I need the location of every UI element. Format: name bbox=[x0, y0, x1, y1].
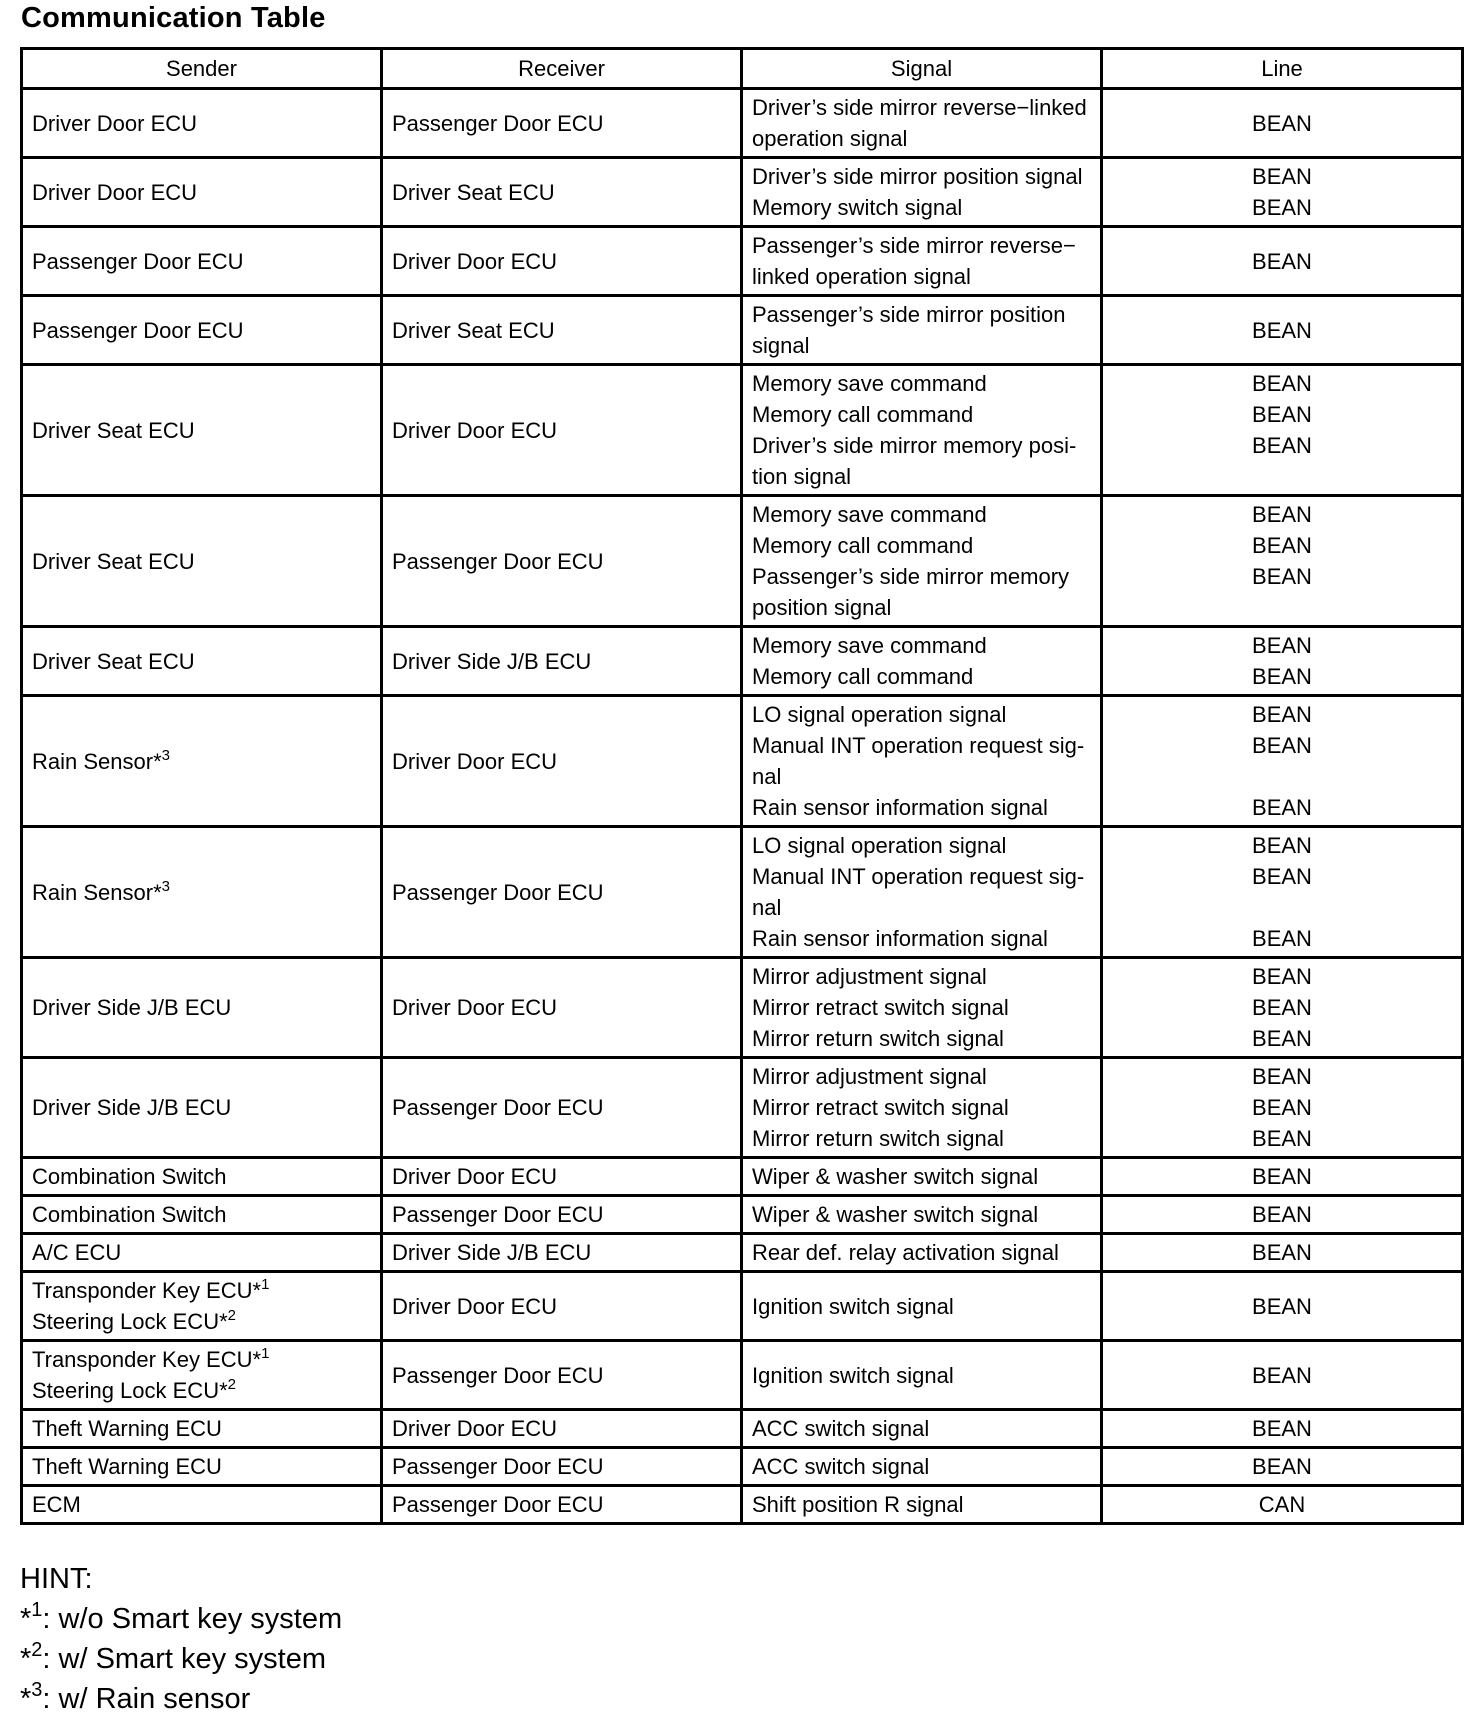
receiver-cell: Driver Door ECU bbox=[382, 1272, 742, 1341]
header-signal: Signal bbox=[742, 49, 1102, 89]
receiver-cell: Passenger Door ECU bbox=[382, 1341, 742, 1410]
signal-cell: ACC switch signal bbox=[742, 1448, 1102, 1486]
page-title: Communication Table bbox=[21, 2, 326, 34]
receiver-cell: Driver Door ECU bbox=[382, 1410, 742, 1448]
table-row bbox=[22, 1448, 1463, 1486]
line-cell: BEAN bbox=[1102, 227, 1463, 296]
footnote-3: *$^3$: w/ Rain sensor bbox=[20, 1679, 251, 1715]
table-row bbox=[22, 958, 1463, 1058]
sender-cell: Combination Switch bbox=[22, 1158, 382, 1196]
table-row bbox=[22, 496, 1463, 627]
table-row bbox=[22, 89, 1463, 158]
signal-cell: Mirror adjustment signal Mirror retract switch signal Mirror return switch signal bbox=[742, 1058, 1102, 1158]
signal-cell: Rear def. relay activation signal bbox=[742, 1234, 1102, 1272]
sender-cell: Driver Side J/B ECU bbox=[22, 1058, 382, 1158]
signal-cell: Shift position R signal bbox=[742, 1486, 1102, 1524]
hint-section bbox=[20, 1559, 342, 1719]
line-cell: BEAN BEAN BEAN bbox=[1102, 827, 1463, 958]
line-cell: BEAN bbox=[1102, 1196, 1463, 1234]
sender-cell: Combination Switch bbox=[22, 1196, 382, 1234]
receiver-cell: Driver Door ECU bbox=[382, 958, 742, 1058]
receiver-cell: Driver Door ECU bbox=[382, 1158, 742, 1196]
sender-cell: Driver Door ECU bbox=[22, 158, 382, 227]
signal-cell: Mirror adjustment signal Mirror retract switch signal Mirror return switch signal bbox=[742, 958, 1102, 1058]
receiver-cell: Driver Side J/B ECU bbox=[382, 1234, 742, 1272]
hint-label: HINT: bbox=[20, 1563, 93, 1595]
table-row bbox=[22, 696, 1463, 827]
sender-cell: A/C ECU bbox=[22, 1234, 382, 1272]
table-row bbox=[22, 1196, 1463, 1234]
line-cell: BEAN bbox=[1102, 1158, 1463, 1196]
line-cell: BEAN BEAN bbox=[1102, 158, 1463, 227]
line-cell: BEAN bbox=[1102, 296, 1463, 365]
table-body bbox=[22, 89, 1463, 1524]
signal-cell: Driver’s side mirror reverse−linked operation signal bbox=[742, 89, 1102, 158]
signal-cell: LO signal operation signal Manual INT operation request sig- nal Rain sensor information signal bbox=[742, 696, 1102, 827]
signal-cell: Passenger’s side mirror reverse− linked operation signal bbox=[742, 227, 1102, 296]
table-row bbox=[22, 1234, 1463, 1272]
sender-cell: Transponder Key ECU*$^1$ Steering Lock ECU*$^2$ bbox=[22, 1341, 382, 1410]
sender-cell: Passenger Door ECU bbox=[22, 227, 382, 296]
line-cell: BEAN BEAN BEAN bbox=[1102, 1058, 1463, 1158]
line-cell: BEAN BEAN BEAN bbox=[1102, 496, 1463, 627]
table-row bbox=[22, 1341, 1463, 1410]
table-row bbox=[22, 296, 1463, 365]
footnote-2: *$^2$: w/ Smart key system bbox=[20, 1639, 327, 1675]
table-row bbox=[22, 1058, 1463, 1158]
table-row bbox=[22, 158, 1463, 227]
line-cell: BEAN BEAN bbox=[1102, 627, 1463, 696]
signal-cell: Wiper & washer switch signal bbox=[742, 1196, 1102, 1234]
table-row bbox=[22, 1272, 1463, 1341]
line-cell: BEAN bbox=[1102, 1272, 1463, 1341]
sender-cell: Theft Warning ECU bbox=[22, 1410, 382, 1448]
receiver-cell: Passenger Door ECU bbox=[382, 1448, 742, 1486]
sender-cell: Driver Seat ECU bbox=[22, 496, 382, 627]
sender-cell: Transponder Key ECU*$^1$ Steering Lock ECU*$^2$ bbox=[22, 1272, 382, 1341]
sender-cell: Rain Sensor*$^3$ bbox=[22, 696, 382, 827]
line-cell: BEAN BEAN BEAN bbox=[1102, 365, 1463, 496]
signal-cell: Wiper & washer switch signal bbox=[742, 1158, 1102, 1196]
sender-cell: Driver Seat ECU bbox=[22, 365, 382, 496]
signal-cell: Ignition switch signal bbox=[742, 1341, 1102, 1410]
line-cell: BEAN bbox=[1102, 1410, 1463, 1448]
sender-cell: Driver Side J/B ECU bbox=[22, 958, 382, 1058]
table-row bbox=[22, 827, 1463, 958]
line-cell: CAN bbox=[1102, 1486, 1463, 1524]
sender-cell: ECM bbox=[22, 1486, 382, 1524]
receiver-cell: Passenger Door ECU bbox=[382, 496, 742, 627]
header-line: Line bbox=[1102, 49, 1463, 89]
receiver-cell: Passenger Door ECU bbox=[382, 1196, 742, 1234]
header-receiver: Receiver bbox=[382, 49, 742, 89]
receiver-cell: Driver Seat ECU bbox=[382, 158, 742, 227]
table-row bbox=[22, 1410, 1463, 1448]
signal-cell: Memory save command Memory call command bbox=[742, 627, 1102, 696]
line-cell: BEAN bbox=[1102, 1448, 1463, 1486]
table-row bbox=[22, 227, 1463, 296]
receiver-cell: Driver Side J/B ECU bbox=[382, 627, 742, 696]
receiver-cell: Driver Door ECU bbox=[382, 696, 742, 827]
receiver-cell: Passenger Door ECU bbox=[382, 827, 742, 958]
line-cell: BEAN BEAN BEAN bbox=[1102, 696, 1463, 827]
receiver-cell: Driver Seat ECU bbox=[382, 296, 742, 365]
receiver-cell: Driver Door ECU bbox=[382, 365, 742, 496]
signal-cell: Driver’s side mirror position signal Memory switch signal bbox=[742, 158, 1102, 227]
receiver-cell: Driver Door ECU bbox=[382, 227, 742, 296]
signal-cell: Memory save command Memory call command Passenger’s side mirror memory position signal bbox=[742, 496, 1102, 627]
line-cell: BEAN bbox=[1102, 89, 1463, 158]
signal-cell: LO signal operation signal Manual INT operation request sig- nal Rain sensor information signal bbox=[742, 827, 1102, 958]
sender-cell: Rain Sensor*$^3$ bbox=[22, 827, 382, 958]
sender-cell: Theft Warning ECU bbox=[22, 1448, 382, 1486]
line-cell: BEAN bbox=[1102, 1341, 1463, 1410]
receiver-cell: Passenger Door ECU bbox=[382, 1058, 742, 1158]
communication-table bbox=[20, 47, 1464, 1525]
signal-cell: Memory save command Memory call command Driver’s side mirror memory posi- tion signal bbox=[742, 365, 1102, 496]
table-row bbox=[22, 1158, 1463, 1196]
line-cell: BEAN BEAN BEAN bbox=[1102, 958, 1463, 1058]
table-row bbox=[22, 627, 1463, 696]
header-sender: Sender bbox=[22, 49, 382, 89]
sender-cell: Driver Door ECU bbox=[22, 89, 382, 158]
signal-cell: Passenger’s side mirror position signal bbox=[742, 296, 1102, 365]
table-row bbox=[22, 365, 1463, 496]
receiver-cell: Passenger Door ECU bbox=[382, 1486, 742, 1524]
sender-cell: Driver Seat ECU bbox=[22, 627, 382, 696]
signal-cell: Ignition switch signal bbox=[742, 1272, 1102, 1341]
footnote-1: *$^1$: w/o Smart key system bbox=[20, 1599, 343, 1635]
line-cell: BEAN bbox=[1102, 1234, 1463, 1272]
table-header-row bbox=[22, 49, 1463, 89]
sender-cell: Passenger Door ECU bbox=[22, 296, 382, 365]
signal-cell: ACC switch signal bbox=[742, 1410, 1102, 1448]
table-row bbox=[22, 1486, 1463, 1524]
receiver-cell: Passenger Door ECU bbox=[382, 89, 742, 158]
